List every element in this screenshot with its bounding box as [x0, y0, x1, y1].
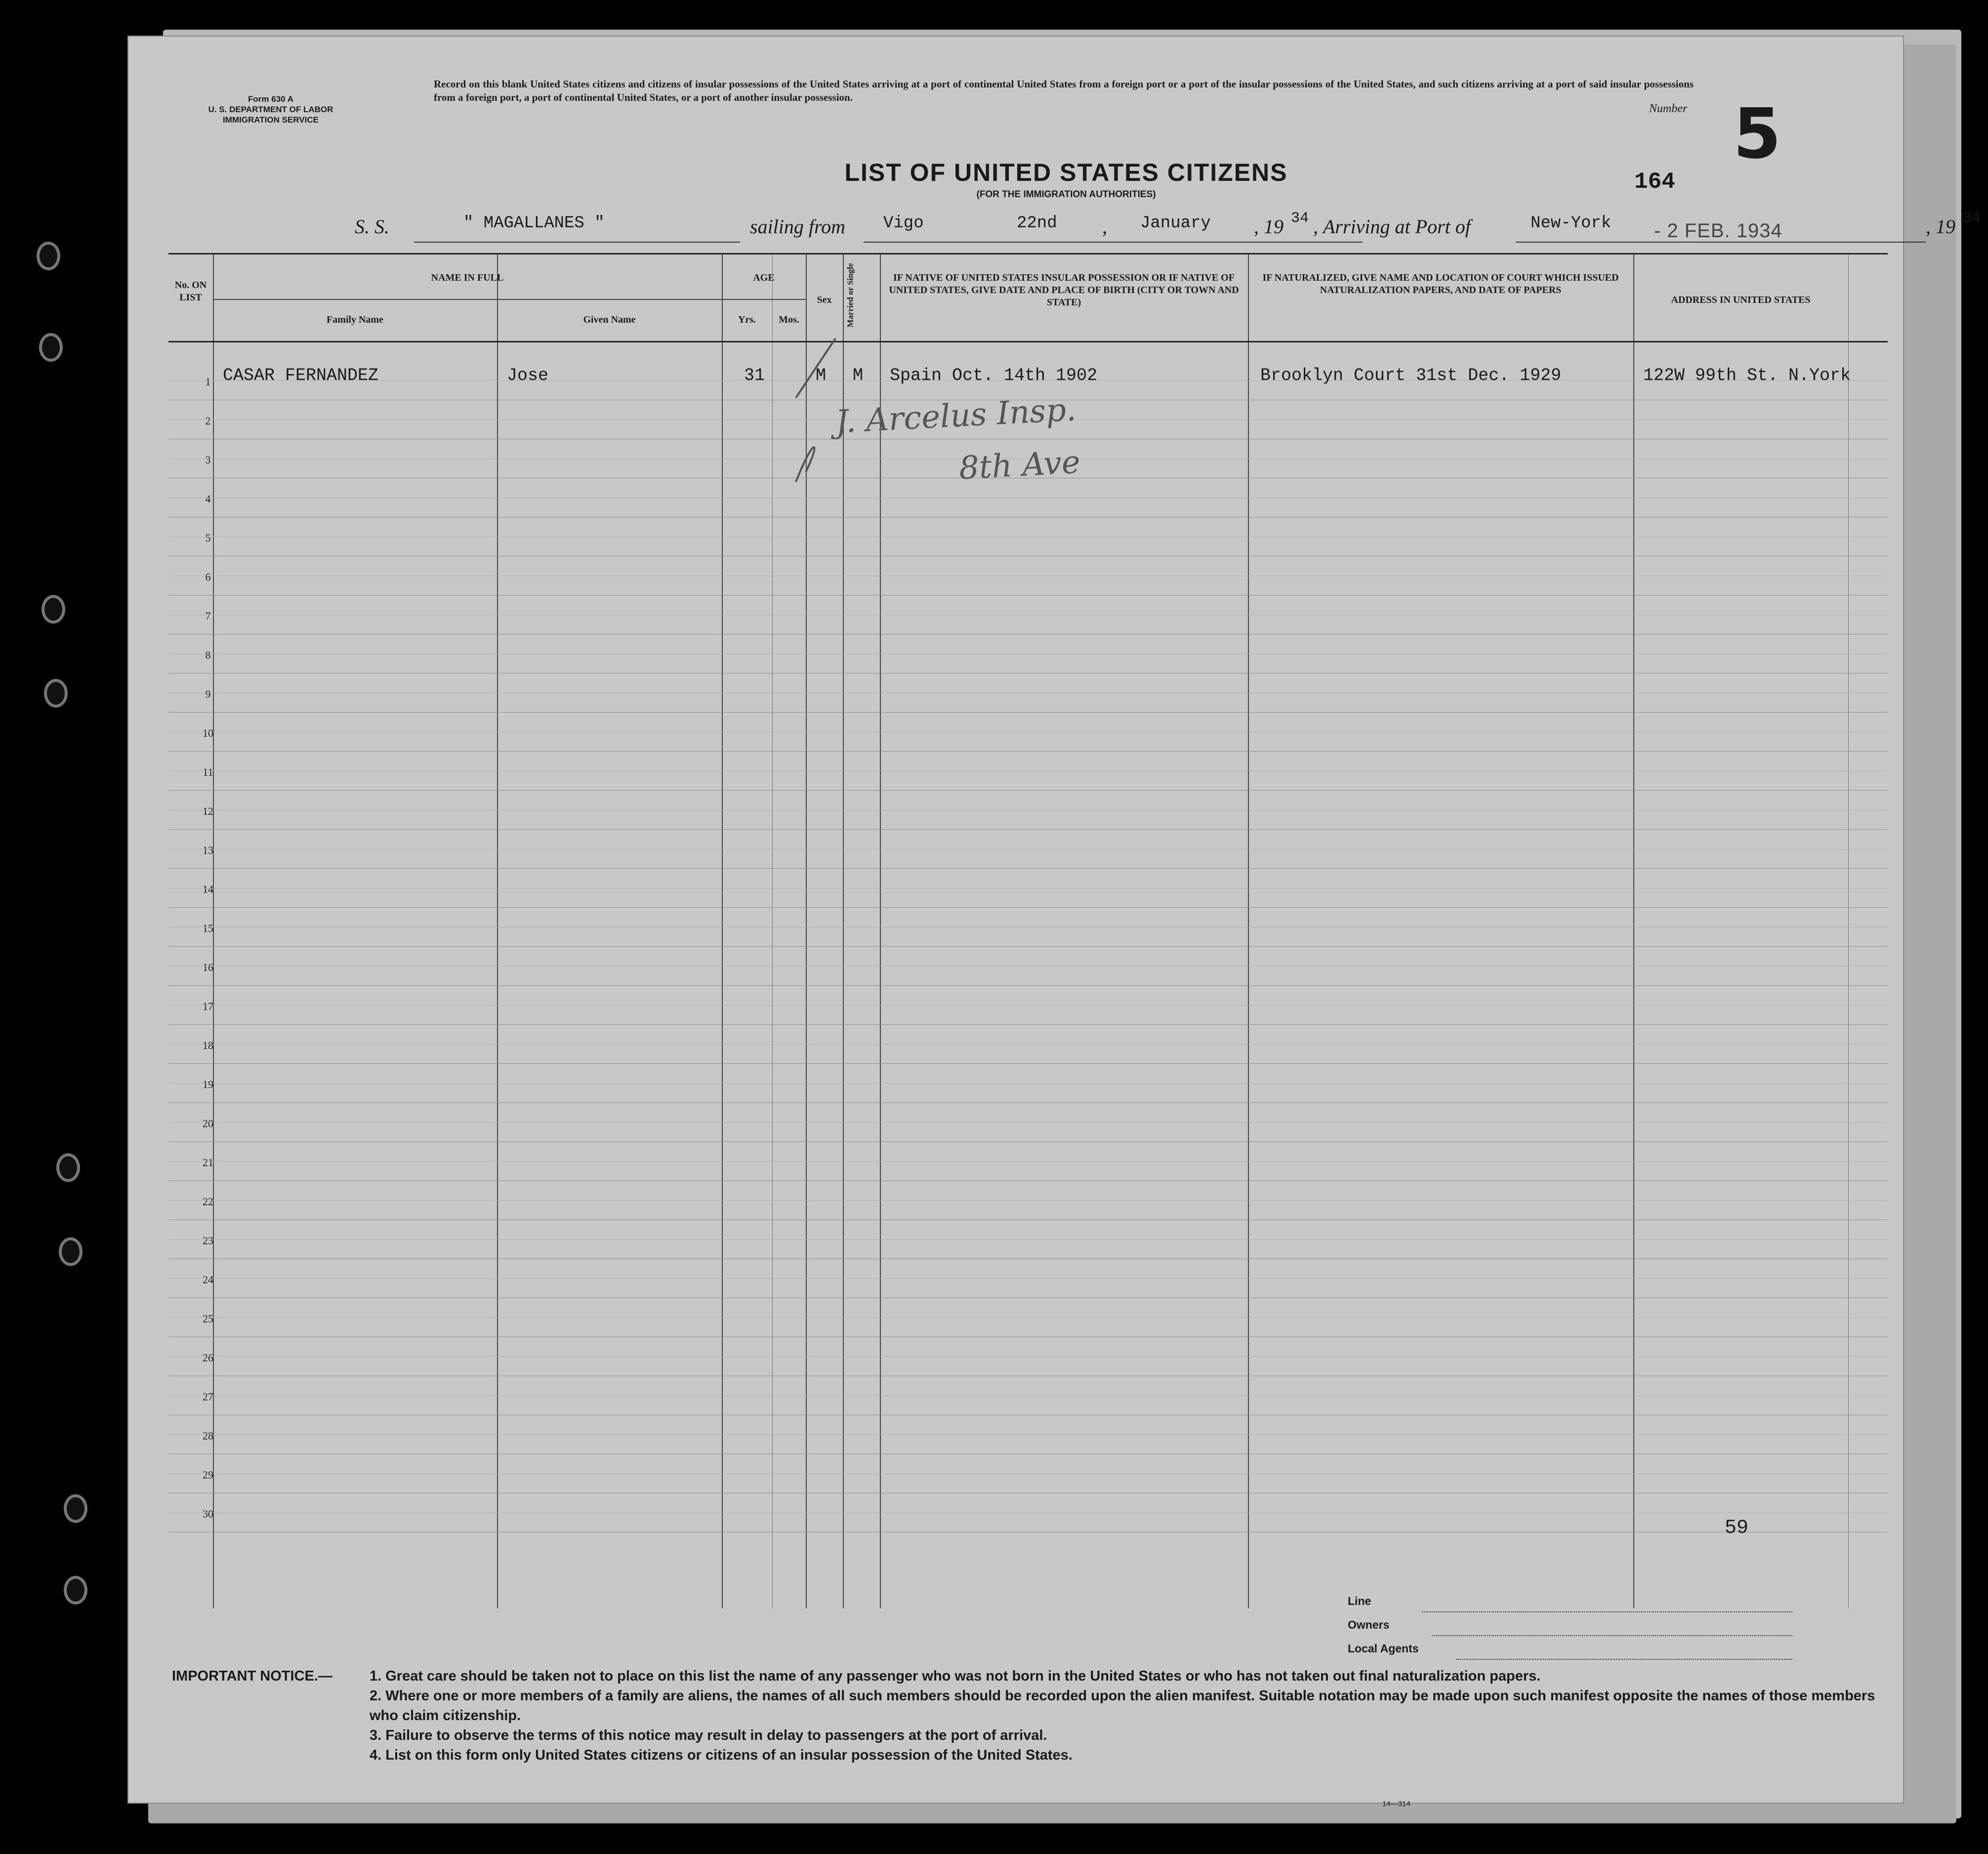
- arriving-label: Arriving at Port of: [1323, 215, 1471, 238]
- entry-marital: M: [853, 366, 864, 385]
- row-line: [168, 1180, 1888, 1181]
- row-line: [168, 1141, 1888, 1142]
- notice-label: IMPORTANT NOTICE.—: [172, 1668, 332, 1684]
- list-number: 5: [1733, 94, 1781, 174]
- entry-given-name: Jose: [507, 366, 549, 385]
- port-arrival: New-York: [1531, 214, 1612, 233]
- row-number: 2: [205, 415, 211, 427]
- header-subline: [213, 299, 806, 300]
- row-subline: [168, 1278, 1888, 1279]
- line-field: [1348, 1595, 1792, 1618]
- row-subline: [168, 1434, 1888, 1435]
- row-number: 7: [205, 610, 211, 622]
- punch-hole: [40, 245, 57, 267]
- punch-hole: [62, 1240, 80, 1263]
- row-number: 21: [203, 1156, 213, 1169]
- row-line: [168, 907, 1888, 908]
- header-mos: Mos.: [779, 314, 799, 325]
- row-number: 15: [203, 922, 213, 934]
- punch-hole: [67, 1579, 84, 1601]
- row-number: 9: [205, 688, 211, 700]
- row-number: 19: [203, 1078, 213, 1091]
- comma-2: ,: [1254, 215, 1259, 238]
- entry-naturalization: Brooklyn Court 31st Dec. 1929: [1260, 366, 1562, 385]
- page-title: LIST OF UNITED STATES CITIZENS: [844, 159, 1288, 186]
- header-no-on-list: No. ON LIST: [174, 280, 207, 303]
- row-number: 1: [205, 376, 211, 388]
- row-subline: [168, 966, 1888, 967]
- page-footer-number: 59: [1725, 1517, 1749, 1539]
- sailing-month: January: [1140, 214, 1211, 233]
- row-line: [168, 751, 1888, 752]
- row-number: 6: [205, 571, 211, 583]
- entry-address: 122W 99th St. N.York: [1643, 366, 1851, 385]
- notice-item: 2. Where one or more members of a family are aliens, the names of all such members should be recorded upon the alien manifest. Suitable notation may be made upon such manifest opposite the names of those members who claim citizenship.: [370, 1688, 1875, 1724]
- handwritten-note-2: 8th Ave: [958, 444, 1081, 487]
- row-line: [168, 673, 1888, 674]
- row-line: [168, 985, 1888, 986]
- header-naturalized: IF NATURALIZED, GIVE NAME AND LOCATION OF COURT WHICH ISSUED NATURALIZATION PAPERS, AND DATE OF PAPERS: [1262, 272, 1619, 295]
- row-line: [168, 1024, 1888, 1025]
- entry-birth: Spain Oct. 14th 1902: [890, 366, 1098, 385]
- owners-field: [1348, 1618, 1792, 1642]
- col-divider: [1633, 254, 1634, 1608]
- row-subline: [168, 1005, 1888, 1006]
- row-number: 27: [203, 1390, 213, 1403]
- passenger-table: [168, 253, 1888, 1608]
- row-line: [168, 868, 1888, 869]
- row-line: [168, 1063, 1888, 1064]
- punch-hole: [59, 1156, 77, 1179]
- row-number: 16: [203, 961, 213, 973]
- entry-sex: M: [816, 366, 827, 385]
- col-divider: [772, 254, 773, 1608]
- notice-item: 3. Failure to observe the terms of this notice may result in delay to passengers at the port of arrival.: [370, 1728, 1047, 1743]
- form-number: [167, 94, 374, 125]
- voyage-line: [226, 210, 1981, 246]
- punch-hole: [44, 598, 62, 621]
- row-number: 18: [203, 1039, 213, 1052]
- year2-suffix: 34: [1963, 210, 1981, 227]
- row-number: 23: [203, 1234, 213, 1247]
- row-subline: [168, 1161, 1888, 1162]
- sailing-from-label: sailing from: [750, 215, 845, 238]
- row-number: 14: [203, 883, 213, 895]
- row-number: 30: [203, 1508, 213, 1520]
- punch-hole: [42, 336, 60, 359]
- col-divider: [497, 254, 498, 1608]
- punch-hole: [67, 1497, 84, 1520]
- row-subline: [168, 1044, 1888, 1045]
- year2-prefix: 19: [1936, 215, 1955, 238]
- sailing-day: 22nd: [1017, 214, 1057, 233]
- local-agents-label: Local Agents: [1348, 1642, 1419, 1655]
- form-number-line: Form 630 A: [248, 94, 293, 104]
- punch-hole: [47, 682, 65, 705]
- service-line: IMMIGRATION SERVICE: [223, 115, 319, 125]
- row-line: [168, 1102, 1888, 1103]
- page-subtitle: (FOR THE IMMIGRATION AUTHORITIES): [976, 189, 1156, 200]
- col-divider: [1848, 254, 1849, 1608]
- notice-item: 1. Great care should be taken not to place on this list the name of any passenger who was not born in the United States or who has not taken out final naturalization papers.: [370, 1668, 1541, 1684]
- header-given-name: Given Name: [583, 314, 636, 325]
- row-number: 11: [203, 766, 213, 778]
- header-name-in-full: NAME IN FULL: [431, 272, 504, 283]
- year-suffix: 34: [1291, 210, 1309, 227]
- col-divider: [1248, 254, 1249, 1608]
- row-subline: [168, 1356, 1888, 1357]
- entry-age-yrs: 31: [744, 366, 765, 385]
- owners-block: [1348, 1595, 1792, 1666]
- comma-1: ,: [1102, 215, 1107, 238]
- from-underline: [864, 242, 1363, 243]
- port-from: Vigo: [883, 214, 924, 233]
- row-number: 20: [203, 1117, 213, 1130]
- arrival-date-stamp: - 2 FEB. 1934: [1654, 220, 1782, 242]
- row-number: 13: [203, 844, 213, 856]
- ship-underline: [414, 242, 740, 243]
- header-family-name: Family Name: [327, 314, 383, 325]
- row-subline: [168, 1317, 1888, 1318]
- header-birth: IF NATIVE OF UNITED STATES INSULAR POSSESSION OR IF NATIVE OF UNITED STATES, GIVE DATE AND PLACE OF BIRTH (CITY OR TOWN AND STATE): [889, 272, 1239, 308]
- comma-3: ,: [1313, 215, 1318, 238]
- form-code: 14—314: [1382, 1800, 1410, 1808]
- col-divider: [880, 254, 881, 1608]
- row-number: 24: [203, 1273, 213, 1286]
- row-number: 17: [203, 1000, 213, 1012]
- row-number: 12: [203, 805, 213, 817]
- header-bottom-line: [168, 341, 1888, 342]
- notice-item: 4. List on this form only United States citizens or citizens of an insular possession of the United States.: [370, 1747, 1073, 1763]
- row-subline: [168, 1200, 1888, 1201]
- row-subline: [168, 1122, 1888, 1123]
- row-line: [168, 712, 1888, 713]
- manifest-page: [127, 36, 1981, 1808]
- row-number: 8: [205, 649, 211, 661]
- row-number: 28: [203, 1430, 213, 1442]
- row-number: 26: [203, 1351, 213, 1364]
- row-number: 10: [203, 727, 213, 739]
- ss-label: S. S.: [355, 215, 389, 238]
- handwritten-note: J. Arcelus Insp.: [834, 391, 1077, 441]
- ship-name: " MAGALLANES ": [463, 214, 605, 233]
- page-number: 164: [1634, 169, 1675, 195]
- header-address: ADDRESS IN UNITED STATES: [1671, 295, 1811, 305]
- department-line: U. S. DEPARTMENT OF LABOR: [208, 105, 333, 114]
- col-divider: [722, 254, 723, 1608]
- entry-family-name: CASAR FERNANDEZ: [223, 366, 379, 385]
- header-married-single: Married or Single: [845, 263, 855, 328]
- row-number: 3: [205, 454, 211, 466]
- top-instructions: Record on this blank United States citizens and citizens of insular possessions of the United States arriving at a port of continental United States from a foreign port or a port of the insular possessions of the United States, and such citizens arriving at a port of said insular possessions from a foreign port, a port of continental United States, or a port of another insular possession.: [434, 78, 1694, 103]
- row-line: [168, 829, 1888, 830]
- row-line: [168, 946, 1888, 947]
- line-label: Line: [1348, 1595, 1371, 1607]
- row-number: 29: [203, 1469, 213, 1481]
- comma-4: ,: [1926, 215, 1931, 238]
- row-number: 22: [203, 1195, 213, 1208]
- row-line: [168, 790, 1888, 791]
- header-age: AGE: [753, 272, 775, 283]
- row-subline: [168, 1395, 1888, 1396]
- owners-label: Owners: [1348, 1618, 1390, 1631]
- row-number: 5: [205, 532, 211, 544]
- row-subline: [168, 1239, 1888, 1240]
- row-number: 4: [205, 493, 211, 505]
- row-subline: [168, 1083, 1888, 1084]
- header-yrs: Yrs.: [738, 314, 756, 325]
- year-prefix: 19: [1264, 215, 1284, 238]
- header-sex: Sex: [817, 295, 832, 305]
- number-label: Number: [1649, 102, 1688, 115]
- row-number: 25: [203, 1312, 213, 1325]
- local-agents-field: [1348, 1642, 1792, 1666]
